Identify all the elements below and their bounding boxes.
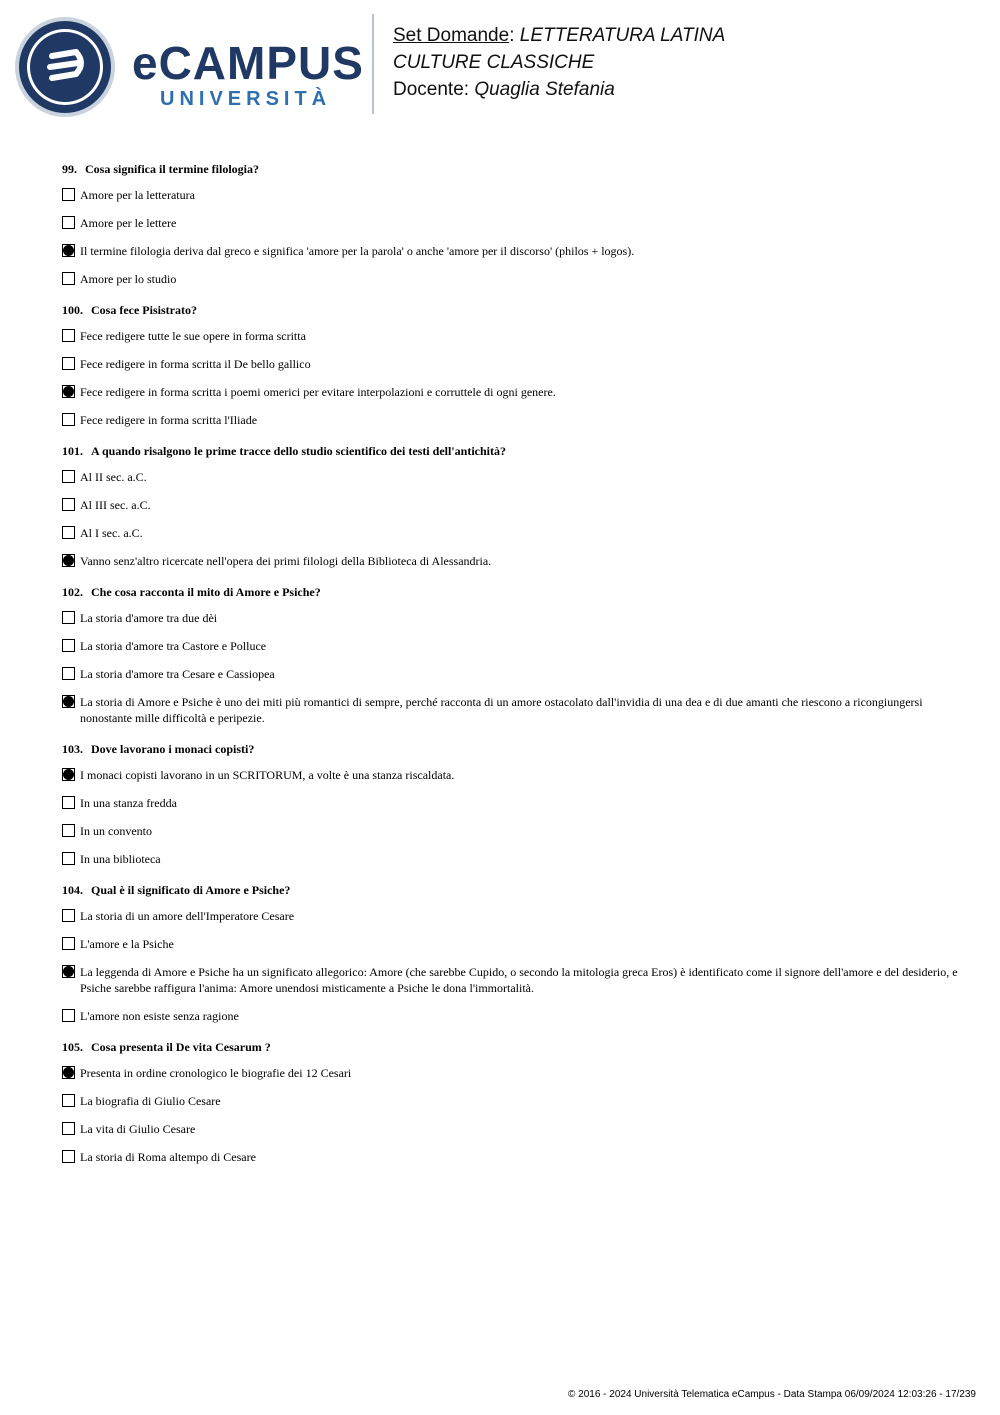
teacher-label: Docente: [393,79,470,100]
answer-option[interactable] [62,666,962,682]
question-title [62,882,962,898]
answer-option[interactable] [62,851,962,867]
checkbox[interactable] [62,329,75,342]
header-divider [372,14,374,114]
answer-text: In una biblioteca [80,852,161,866]
answer-option[interactable] [62,1121,962,1137]
question-number: 103. [62,742,83,756]
answer-text: I monaci copisti lavorano in un SCRITORUM, a volte è una stanza riscaldata. [80,768,455,782]
answer-text: La storia di Roma altempo di Cesare [80,1150,256,1164]
question-text: A quando risalgono le prime tracce dello studio scientifico dei testi dell'antichità? [91,444,506,458]
question-number: 101. [62,444,83,458]
question-title [62,1039,962,1055]
answer-text: In una stanza fredda [80,796,177,810]
answer-option[interactable] [62,1008,962,1024]
question-title [62,741,962,757]
answer-text: Fece redigere in forma scritta i poemi omerici per evitare interpolazioni e corruttele di ogni genere. [80,385,556,399]
question-text: Cosa presenta il De vita Cesarum ? [91,1040,271,1054]
university-seal-logo [14,16,116,118]
question-number: 104. [62,883,83,897]
question-text: Dove lavorano i monaci copisti? [91,742,255,756]
question-title [62,302,962,318]
answer-text: La storia d'amore tra Castore e Polluce [80,639,267,653]
answer-text: Fece redigere tutte le sue opere in forma scritta [80,329,306,343]
header-info [393,22,725,103]
checkbox[interactable] [62,1094,75,1107]
checkbox[interactable] [62,1122,75,1135]
selected-checkbox[interactable] [62,1066,75,1079]
checkbox[interactable] [62,272,75,285]
answer-text: L'amore non esiste senza ragione [80,1009,239,1023]
answer-option[interactable] [62,1149,962,1165]
page-footer: © 2016 - 2024 Università Telematica eCampus - Data Stampa 06/09/2024 12:03:26 - 17/239 [568,1389,976,1400]
question-title [62,161,962,177]
answer-text: La biografia di Giulio Cesare [80,1094,221,1108]
checkbox[interactable] [62,216,75,229]
question-block [62,882,962,1024]
answer-option[interactable] [62,964,962,996]
question-text: Cosa significa il termine filologia? [85,162,259,176]
header-line-course [393,49,725,76]
selected-checkbox[interactable] [62,768,75,781]
answer-text: Al II sec. a.C. [80,470,147,484]
course-name: CULTURE CLASSICHE [393,52,595,73]
answer-option[interactable] [62,1065,962,1081]
answer-text: Presenta in ordine cronologico le biografie dei 12 Cesari [80,1066,352,1080]
question-title [62,443,962,459]
answer-option[interactable] [62,1093,962,1109]
answer-option[interactable] [62,384,962,400]
checkbox[interactable] [62,357,75,370]
question-title [62,584,962,600]
answer-option[interactable] [62,412,962,428]
answer-option[interactable] [62,936,962,952]
answer-text: La leggenda di Amore e Psiche ha un significato allegorico: Amore (che sarebbe Cupido, o secondo la mitologia greca Eros) è identificato come il signore dell'amore e del desiderio, e Psiche sarebbe raffigura l'anima: Amore unendosi misticamente a Psiche le dona l'immortalità. [80,965,958,995]
answer-text: Fece redigere in forma scritta l'Iliade [80,413,258,427]
question-block [62,443,962,569]
answer-option[interactable] [62,215,962,231]
brand-subtitle: UNIVERSITÀ [160,88,332,110]
answer-option[interactable] [62,610,962,626]
answer-text: Vanno senz'altro ricercate nell'opera dei primi filologi della Biblioteca di Alessandria. [80,554,492,568]
selected-checkbox[interactable] [62,244,75,257]
checkbox[interactable] [62,498,75,511]
checkbox[interactable] [62,937,75,950]
answer-option[interactable] [62,328,962,344]
question-number: 102. [62,585,83,599]
selected-checkbox[interactable] [62,695,75,708]
answer-text: Il termine filologia deriva dal greco e significa 'amore per la parola' o anche 'amore per il discorso' (philos + logos). [80,244,635,258]
checkbox[interactable] [62,470,75,483]
answer-option[interactable] [62,638,962,654]
ecampus-wordmark [132,38,362,118]
checkbox[interactable] [62,852,75,865]
question-number: 100. [62,303,83,317]
checkbox[interactable] [62,909,75,922]
answer-text: La storia di un amore dell'Imperatore Cesare [80,909,295,923]
answer-text: La storia d'amore tra Cesare e Cassiopea [80,667,275,681]
set-label: Set Domande [393,25,510,46]
teacher-name: Quaglia Stefania [474,79,615,100]
checkbox[interactable] [62,413,75,426]
checkbox[interactable] [62,611,75,624]
answer-text: Fece redigere in forma scritta il De bello gallico [80,357,311,371]
answer-option[interactable] [62,469,962,485]
answer-option[interactable] [62,525,962,541]
checkbox[interactable] [62,1009,75,1022]
brand-name: eCAMPUS [132,37,364,89]
answer-option[interactable] [62,243,962,259]
answer-option[interactable] [62,908,962,924]
checkbox[interactable] [62,639,75,652]
answer-option[interactable] [62,767,962,783]
checkbox[interactable] [62,824,75,837]
question-text: Cosa fece Pisistrato? [91,303,197,317]
answer-text: Amore per lo studio [80,272,177,286]
answer-text: La storia d'amore tra due dèi [80,611,218,625]
answer-option[interactable] [62,497,962,513]
selected-checkbox[interactable] [62,965,75,978]
question-text: Che cosa racconta il mito di Amore e Psiche? [91,585,321,599]
answer-option[interactable] [62,271,962,287]
answer-option[interactable] [62,694,962,726]
checkbox[interactable] [62,667,75,680]
question-text: Qual è il significato di Amore e Psiche? [91,883,291,897]
checkbox[interactable] [62,796,75,809]
answer-text: Al I sec. a.C. [80,526,143,540]
answer-option[interactable] [62,553,962,569]
answer-option[interactable] [62,356,962,372]
checkbox[interactable] [62,188,75,201]
answer-text: Amore per le lettere [80,216,177,230]
answer-text: La vita di Giulio Cesare [80,1122,196,1136]
answer-text: L'amore e la Psiche [80,937,174,951]
question-block [62,302,962,428]
question-list [62,161,962,1180]
question-block [62,584,962,726]
selected-checkbox[interactable] [62,554,75,567]
selected-checkbox[interactable] [62,385,75,398]
question-block [62,1039,962,1165]
subject-name: LETTERATURA LATINA [519,25,726,46]
header-line-teacher [393,76,725,103]
question-number: 99. [62,162,77,176]
header-line-subject: Set Domande: LETTERATURA LATINA [393,25,726,46]
answer-option[interactable] [62,187,962,203]
question-number: 105. [62,1040,83,1054]
checkbox[interactable] [62,1150,75,1163]
answer-option[interactable] [62,795,962,811]
answer-option[interactable] [62,823,962,839]
checkbox[interactable] [62,526,75,539]
question-block [62,161,962,287]
answer-text: La storia di Amore e Psiche è uno dei miti più romantici di sempre, perché racconta di un amore ostacolato dall'invidia di una dea e di due amanti che riescono a ricongiungersi nonostante mille difficoltà e peripezie. [80,695,923,725]
page-header [0,0,1000,130]
question-block [62,741,962,867]
answer-text: Amore per la letteratura [80,188,195,202]
answer-text: Al III sec. a.C. [80,498,151,512]
answer-text: In un convento [80,824,152,838]
